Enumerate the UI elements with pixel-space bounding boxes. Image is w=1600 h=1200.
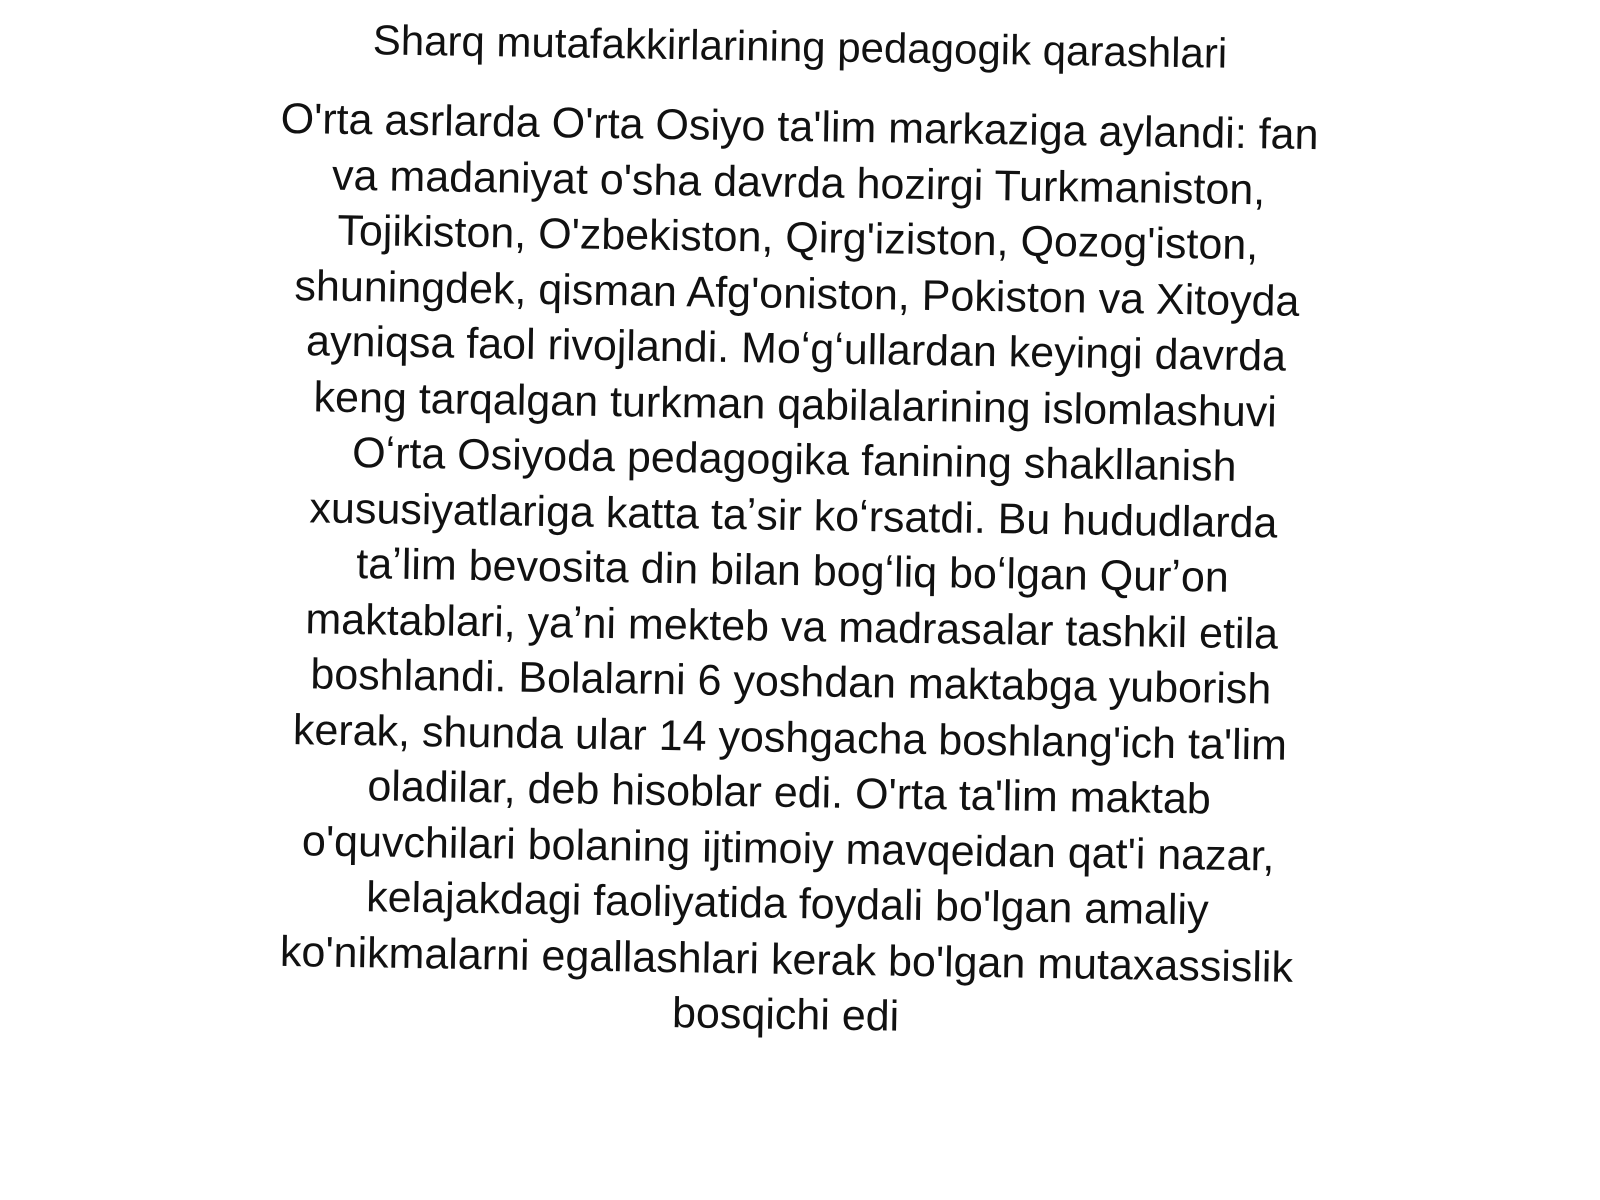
body-line: ayniqsa faol rivojlandi. Moʻgʻullardan keyingi davrda [305, 317, 1287, 381]
body-line: keng tarqalgan turkman qabilalarining islomlashuvi [313, 372, 1278, 437]
body-line: taʼlim bevosita din bilan bogʻliq boʻlgan Qurʼon [356, 540, 1230, 602]
body-line: maktablari, yaʼni mekteb va madrasalar tashkil etila [305, 594, 1279, 659]
body-line: ko'nikmalarni egallashlari kerak bo'lgan mutaxassislik [279, 927, 1294, 992]
body-line: bosqichi edi [671, 989, 900, 1041]
slide-title: Sharq mutafakkirlarining pedagogik qarashlari [372, 16, 1228, 77]
body-line: va madaniyat o'sha davrda hozirgi Turkmaniston, [331, 151, 1266, 214]
body-line: Oʻrta Osiyoda pedagogika fanining shakllanish [351, 429, 1237, 491]
body-line: shuningdek, qisman Afg'oniston, Pokiston va Xitoyda [294, 261, 1300, 326]
body-line: kerak, shunda ular 14 yoshgacha boshlang'ich ta'lim [292, 705, 1288, 770]
body-line: oladilar, deb hisoblar edi. O'rta ta'lim maktab [367, 762, 1212, 824]
slide-body-text [200, 91, 1385, 1053]
body-line: o'quvchilari bolaning ijtimoiy mavqeidan qat'i nazar, [301, 816, 1275, 881]
body-line: xususiyatlariga katta taʼsir koʻrsatdi. Bu hududlarda [309, 483, 1278, 548]
body-line: boshlandi. Bolalarni 6 yoshdan maktabga yuborish [310, 650, 1272, 714]
body-line: O'rta asrlarda O'rta Osiyo ta'lim markaziga aylandi: fan [280, 94, 1319, 160]
body-line: Tojikiston, O'zbekiston, Qirg'iziston, Qozog'iston, [337, 206, 1259, 270]
body-line: kelajakdagi faoliyatida foydali bo'lgan amaliy [365, 873, 1209, 935]
